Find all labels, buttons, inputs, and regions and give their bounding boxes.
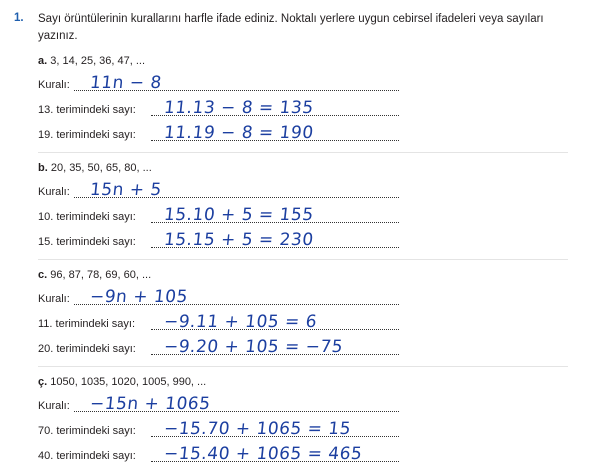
sequence-line <box>38 267 578 283</box>
rule-answer: −9n + 105 <box>88 287 189 307</box>
section-c <box>38 267 578 358</box>
term-row <box>38 333 578 358</box>
rule-label: Kuralı: <box>38 186 70 198</box>
sequence-line <box>38 53 578 69</box>
term-label: 40. terimindeki sayı: <box>38 450 136 462</box>
question-number: 1. <box>14 12 24 24</box>
section-divider <box>38 366 568 367</box>
term-row <box>38 415 578 440</box>
section-a <box>38 53 578 144</box>
rule-row <box>38 176 578 201</box>
term-answer: −15.70 + 1065 = 15 <box>162 419 352 439</box>
section-c-cedilla <box>38 374 578 465</box>
rule-label: Kuralı: <box>38 400 70 412</box>
sequence-values: 1050, 1035, 1020, 1005, 990, ... <box>50 376 207 388</box>
term-label: 70. terimindeki sayı: <box>38 425 136 437</box>
sequence-line <box>38 160 578 176</box>
section-b <box>38 160 578 251</box>
rule-answer: 11n − 8 <box>88 73 163 93</box>
section-divider <box>38 259 568 260</box>
term-answer: 11.13 − 8 = 135 <box>162 98 315 118</box>
rule-label: Kuralı: <box>38 79 70 91</box>
term-answer: −9.20 + 105 = −75 <box>162 337 345 357</box>
term-label: 15. terimindeki sayı: <box>38 236 136 248</box>
rule-answer: 15n + 5 <box>88 180 163 200</box>
term-answer: 11.19 − 8 = 190 <box>162 123 315 143</box>
term-row <box>38 308 578 333</box>
term-label: 20. terimindeki sayı: <box>38 343 136 355</box>
term-answer: −9.11 + 105 = 6 <box>162 312 319 332</box>
sequence-values: 96, 87, 78, 69, 60, ... <box>50 269 152 281</box>
sequence-values: 3, 14, 25, 36, 47, ... <box>50 55 146 67</box>
section-letter: a. <box>38 55 48 67</box>
sequence-line <box>38 374 578 390</box>
term-row <box>38 201 578 226</box>
term-row <box>38 119 578 144</box>
term-label: 11. terimindeki sayı: <box>38 318 136 330</box>
term-label: 10. terimindeki sayı: <box>38 211 136 223</box>
term-answer: 15.15 + 5 = 230 <box>162 230 315 250</box>
rule-row <box>38 283 578 308</box>
question-text: Sayı örüntülerinin kurallarını harfle ifade ediniz. Noktalı yerlere uygun cebirsel ifadeleri veya sayıları yazınız. <box>38 13 544 42</box>
term-row <box>38 226 578 251</box>
section-letter: c. <box>38 269 48 281</box>
term-answer: 15.10 + 5 = 155 <box>162 205 315 225</box>
term-label: 13. terimindeki sayı: <box>38 104 136 116</box>
term-answer: −15.40 + 1065 = 465 <box>162 444 364 464</box>
rule-row <box>38 390 578 415</box>
sequence-values: 20, 35, 50, 65, 80, ... <box>50 162 152 174</box>
rule-label: Kuralı: <box>38 293 70 305</box>
section-letter: b. <box>38 162 48 174</box>
rule-answer: −15n + 1065 <box>88 394 212 414</box>
rule-row <box>38 69 578 94</box>
term-label: 19. terimindeki sayı: <box>38 129 136 141</box>
term-row <box>38 440 578 465</box>
section-letter: ç. <box>38 376 48 388</box>
term-row <box>38 94 578 119</box>
section-divider <box>38 152 568 153</box>
